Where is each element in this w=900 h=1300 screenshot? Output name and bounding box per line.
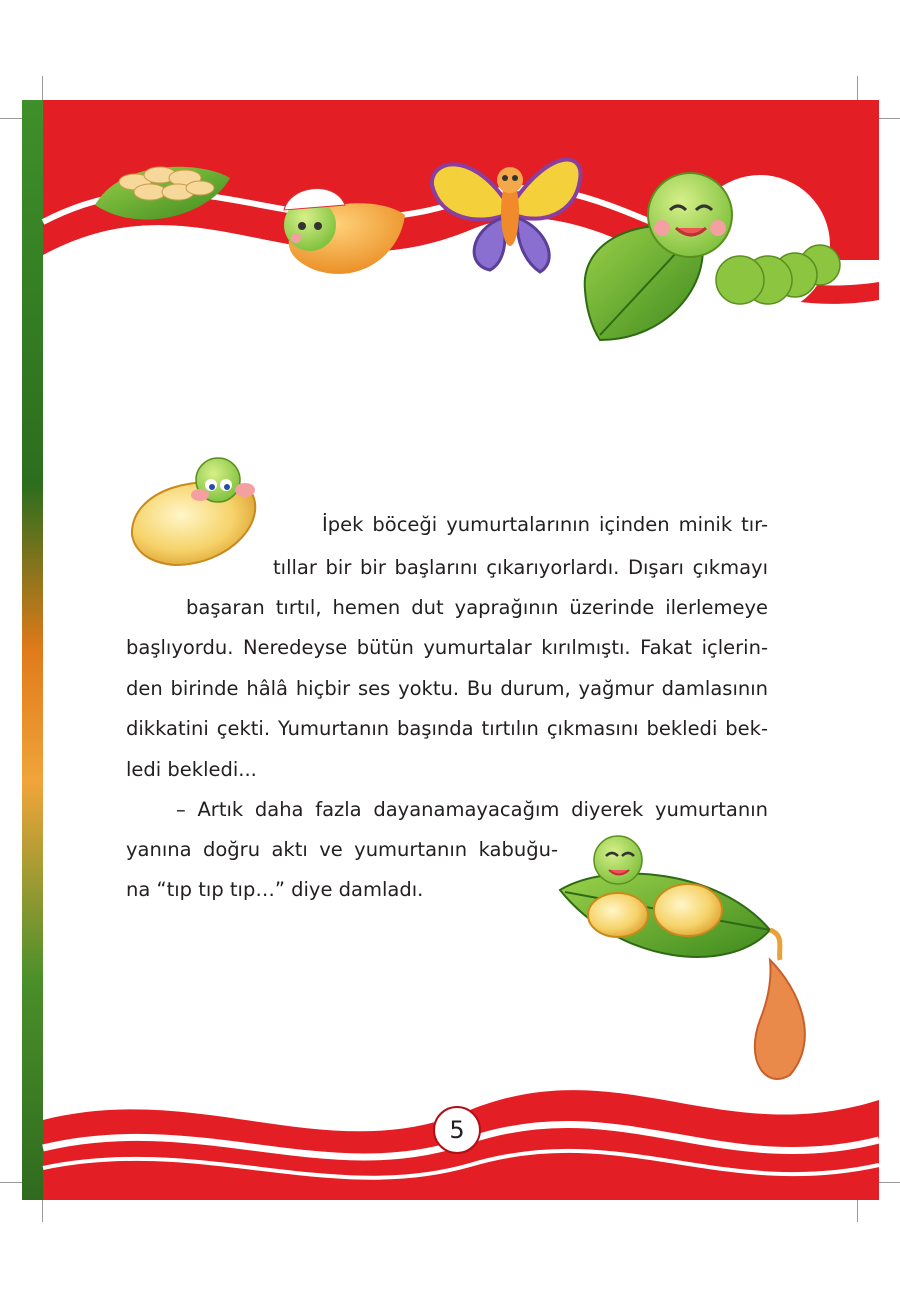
story-line: tıllar bir bir başlarını çıkarıyorlardı. Dışarı çıkmayı (273, 556, 768, 579)
story-line: ledi bekledi... (126, 758, 257, 781)
story-line: den birinde hâlâ hiçbir ses yoktu. Bu durum, yağmur damlasının (126, 677, 768, 700)
story-line: yanına doğru aktı ve yumurtanın kabuğu- (126, 838, 558, 861)
story-line: dikkatini çekti. Yumurtanın başında tırtılın çıkmasını bekledi bek- (126, 717, 768, 740)
story-line: na “tıp tıp tıp…” diye damladı. (126, 878, 424, 901)
story-line: başlıyordu. Neredeyse bütün yumurtalar kırılmıştı. Fakat içlerin- (126, 636, 768, 659)
story-line: – Artık daha fazla dayanamayacağım diyerek yumurtanın (176, 798, 768, 821)
story-line: İpek böceği yumurtalarının içinden minik tır- (322, 513, 768, 536)
page-number: 5 (433, 1106, 481, 1154)
story-line: başaran tırtıl, hemen dut yaprağının üzerinde ilerlemeye (186, 596, 768, 619)
